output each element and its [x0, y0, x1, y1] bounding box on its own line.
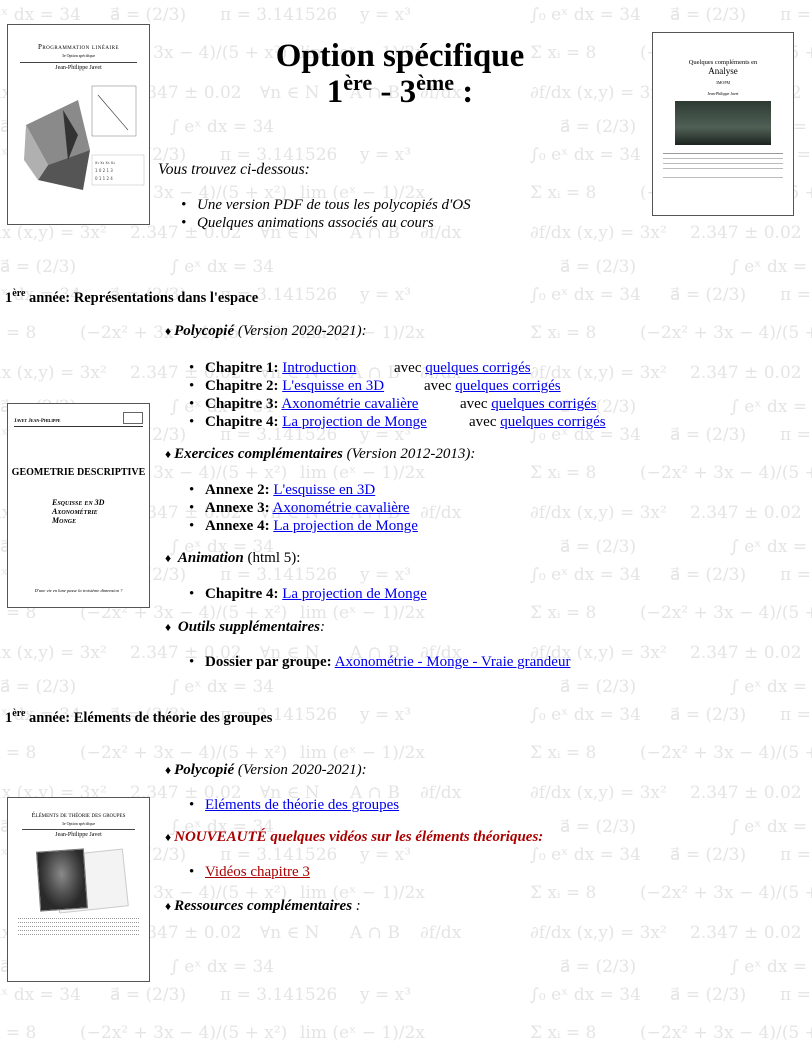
chapter-1-corriges-link[interactable]: quelques corrigés — [425, 360, 531, 376]
dossier-groupe-link[interactable]: Axonométrie - Monge - Vraie grandeur — [334, 654, 571, 670]
videos-item — [205, 863, 310, 881]
svg-text:x₁ x₂ x₃ x₄: x₁ x₂ x₃ x₄ — [95, 160, 115, 165]
section-heading-groupes: 1ère année: Eléments de théorie des groupes — [5, 708, 273, 726]
cover-author: Jean-Philippe Javet — [55, 65, 102, 71]
chapter-4-link[interactable]: La projection de Monge — [282, 414, 427, 430]
groupes-item — [205, 796, 399, 814]
cover-portrait — [34, 846, 126, 910]
diamond-icon: ♦ — [165, 763, 172, 777]
intro-item-animations: • Quelques animations associés au cours — [197, 214, 471, 232]
annexe-2-link[interactable]: L'esquisse en 3D — [273, 482, 376, 498]
intro-text: Vous trouvez ci-dessous: — [158, 161, 310, 178]
nouveaute-heading: ♦ NOUVEAUTÉ quelques vidéos sur les éléments théoriques: — [165, 829, 544, 845]
annexes-list — [205, 481, 418, 535]
title-line2: 1ère - 3ème : — [326, 70, 474, 110]
cover-theorie-groupes[interactable] — [7, 797, 150, 982]
polycopie-groupes-heading: ♦ Polycopié (Version 2020-2021): — [165, 762, 367, 778]
intro-item-pdf: • Une version PDF de tous les polycopiés d'OS — [197, 196, 471, 214]
cover-author: Javet Jean-Philippe — [14, 419, 61, 424]
cover-line1: Quelques compléments en — [688, 59, 758, 66]
cover-text-block — [18, 918, 139, 938]
groupes-list — [205, 796, 399, 814]
chapter-2-link[interactable]: L'esquisse en 3D — [282, 378, 385, 394]
annexe-item: • Annexe 4: La projection de Monge — [205, 517, 418, 535]
outils-heading: ♦ Outils supplémentaires: — [165, 619, 325, 635]
outils-item: • Dossier par groupe: Axonométrie - Monge - Vraie grandeur — [205, 653, 570, 671]
cover-title: Éléments de théorie des groupes — [31, 812, 126, 819]
chapter-2-corriges-link[interactable]: quelques corrigés — [455, 378, 561, 394]
exercices-heading: ♦ Exercices complémentaires (Version 2012-2013): — [165, 446, 476, 462]
animation-list — [205, 585, 427, 603]
diamond-icon: ♦ — [165, 899, 172, 913]
cover-author: Jean-Philippe Javet — [55, 832, 102, 838]
videos-list — [205, 863, 310, 881]
animation-monge-link[interactable]: La projection de Monge — [282, 586, 427, 602]
cover-analyse[interactable] — [652, 32, 794, 216]
cover-geometrie-descriptive[interactable] — [7, 403, 150, 608]
cover-programmation-lineaire[interactable] — [7, 24, 150, 225]
diamond-icon: ♦ — [165, 447, 172, 461]
cover-title: Programmation linéaire — [37, 43, 120, 51]
chapter-3-link[interactable]: Axonométrie cavalière — [281, 396, 419, 412]
diamond-icon: ♦ — [165, 830, 172, 844]
animation-heading: ♦ Animation (html 5): — [165, 550, 301, 566]
ressources-heading: ♦ Ressources complémentaires : — [165, 898, 361, 914]
diamond-icon: ♦ — [165, 324, 172, 338]
animation-item: • Chapitre 4: La projection de Monge — [205, 585, 427, 603]
chapter-4-corriges-link[interactable]: quelques corrigés — [500, 414, 606, 430]
chapter-item: • Chapitre 1: Introduction avec quelques corrigés — [205, 359, 685, 377]
cover-item: Monge — [52, 516, 77, 525]
theorie-groupes-link[interactable]: Eléments de théorie des groupes — [205, 797, 400, 813]
section-heading-representations: 1ère année: Représentations dans l'espace — [5, 288, 259, 306]
cover-subtitle: 3e Option spécifique — [61, 53, 96, 58]
chapters-list — [205, 359, 685, 431]
cover-author: Jean-Philippe Javet — [707, 91, 739, 96]
cover-subtitle: 3e Option spécifique — [61, 821, 96, 826]
page-title — [210, 38, 590, 110]
annexe-item: • Annexe 3: Axonométrie cavalière — [205, 499, 418, 517]
annexe-3-link[interactable]: Axonométrie cavalière — [272, 500, 410, 516]
cover-item: Esquisse en 3D — [52, 498, 105, 507]
chapter-item: • Chapitre 3: Axonométrie cavalière avec quelques corrigés — [205, 395, 685, 413]
cover-line3: 3MOPM — [715, 80, 731, 85]
intro-list — [197, 196, 471, 232]
cover-line2: Analyse — [708, 66, 738, 76]
videos-chapitre-3-link[interactable]: Vidéos chapitre 3 — [205, 864, 310, 880]
chapter-1-link[interactable]: Introduction — [282, 360, 357, 376]
chapter-item: • Chapitre 4: La projection de Monge avec quelques corrigés — [205, 413, 685, 431]
title-line1: Option spécifique — [275, 38, 525, 74]
svg-text:0 1 1 2 4: 0 1 1 2 4 — [95, 176, 113, 181]
cover-photo — [675, 101, 771, 145]
cover-quote: D'une vie en lune passe la troisième dimension ? — [34, 588, 123, 593]
outils-list — [205, 653, 570, 671]
annexe-4-link[interactable]: La projection de Monge — [273, 518, 418, 534]
cover-toc — [663, 153, 783, 182]
cover-title: GEOMETRIE DESCRIPTIVE — [11, 467, 146, 478]
diamond-icon: ♦ — [165, 620, 172, 634]
annexe-item: • Annexe 2: L'esquisse en 3D — [205, 481, 418, 499]
cover-item: Axonométrie — [52, 507, 98, 516]
chapter-3-corriges-link[interactable]: quelques corrigés — [491, 396, 597, 412]
svg-text:1 0 2 1 3: 1 0 2 1 3 — [95, 168, 113, 173]
diamond-icon: ♦ — [165, 551, 172, 565]
polycopie-heading: ♦ Polycopié (Version 2020-2021): — [165, 323, 367, 339]
chapter-item: • Chapitre 2: L'esquisse en 3D avec quelques corrigés — [205, 377, 685, 395]
cover-illustration — [8, 80, 149, 225]
